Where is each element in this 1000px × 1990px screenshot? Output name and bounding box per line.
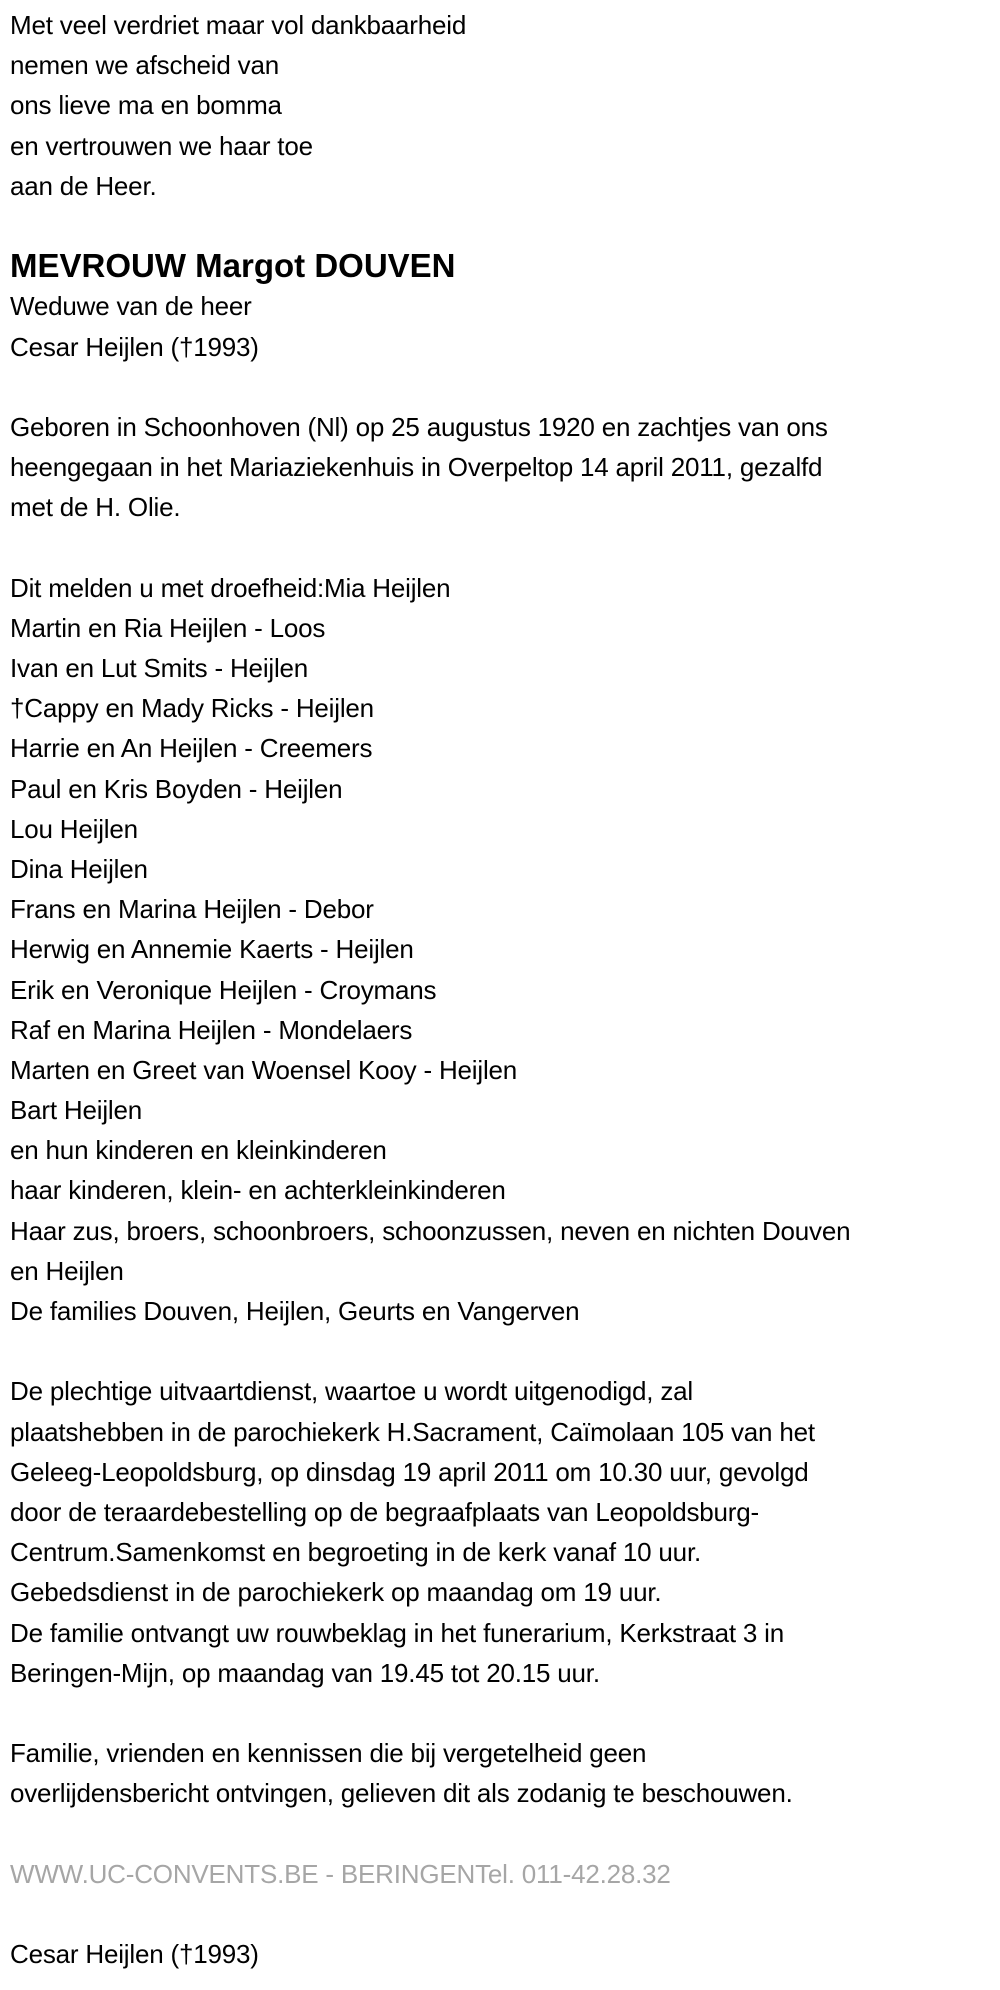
family-line: Erik en Veronique Heijlen - Croymans xyxy=(10,974,437,1005)
spacer xyxy=(10,367,995,407)
funeral-line: De plechtige uitvaartdienst, waartoe u wordt uitgenodigd, zal xyxy=(10,1376,693,1407)
family-line: Harrie en An Heijlen - Creemers xyxy=(10,733,373,764)
family-line: Raf en Marina Heijlen - Mondelaers xyxy=(10,1014,413,1045)
family-line: Martin en Ria Heijlen - Loos xyxy=(10,612,326,643)
funeral-paragraph xyxy=(10,1371,995,1693)
intro-line: en vertrouwen we haar toe xyxy=(10,130,313,161)
intro-line: Met veel verdriet maar vol dankbaarheid xyxy=(10,10,467,40)
family-line: †Cappy en Mady Ricks - Heijlen xyxy=(10,693,374,724)
spacer xyxy=(10,1693,995,1733)
family-line: Frans en Marina Heijlen - Debor xyxy=(10,894,374,925)
funeral-line: Geleeg-Leopoldsburg, op dinsdag 19 april 2011 om 10.30 uur, gevolgd xyxy=(10,1456,809,1487)
funeral-line: Centrum.Samenkomst en begroeting in de kerk vanaf 10 uur. xyxy=(10,1537,701,1568)
funeral-line: Gebedsdienst in de parochiekerk op maandag om 19 uur. xyxy=(10,1577,662,1608)
family-line: en Heijlen xyxy=(10,1255,124,1286)
closing-line: Cesar Heijlen (†1993) xyxy=(10,1939,259,1969)
obituary-document xyxy=(10,5,995,1974)
funeral-line: door de teraardebestelling op de begraafplaats van Leopoldsburg- xyxy=(10,1496,759,1527)
family-line: en hun kinderen en kleinkinderen xyxy=(10,1135,387,1166)
intro-line: aan de Heer. xyxy=(10,170,157,201)
funeral-line: Beringen-Mijn, op maandag van 19.45 tot 20.15 uur. xyxy=(10,1657,600,1688)
birth-line: met de H. Olie. xyxy=(10,492,181,523)
intro-line: nemen we afscheid van xyxy=(10,50,279,81)
family-line: Dina Heijlen xyxy=(10,853,148,884)
notice-line: Familie, vrienden en kennissen die bij vergetelheid geen xyxy=(10,1738,647,1769)
spacer xyxy=(10,1813,995,1853)
spacer xyxy=(10,1331,995,1371)
funeral-line: De familie ontvangt uw rouwbeklag in het funerarium, Kerkstraat 3 in xyxy=(10,1617,785,1648)
spouse-line: Weduwe van de heer xyxy=(10,291,252,322)
birth-line: heengegaan in het Mariaziekenhuis in Overpeltop 14 april 2011, gezalfd xyxy=(10,452,823,483)
family-line: Ivan en Lut Smits - Heijlen xyxy=(10,653,309,683)
deceased-name: MEVROUW Margot DOUVEN xyxy=(10,247,456,285)
funeral-home-footer: WWW.UC-CONVENTS.BE - BERINGENTel. 011-42.28.32 xyxy=(10,1858,671,1889)
spouse-line: Cesar Heijlen (†1993) xyxy=(10,331,259,362)
spacer xyxy=(10,206,995,246)
family-line: haar kinderen, klein- en achterkleinkinderen xyxy=(10,1175,506,1206)
notice-line: overlijdensbericht ontvingen, gelieven dit als zodanig te beschouwen. xyxy=(10,1778,793,1809)
spacer xyxy=(10,1894,995,1934)
family-line: Marten en Greet van Woensel Kooy - Heijlen xyxy=(10,1054,518,1085)
intro-line: ons lieve ma en bomma xyxy=(10,90,282,121)
family-list xyxy=(10,568,995,1332)
notice-paragraph xyxy=(10,1733,995,1813)
family-line: Paul en Kris Boyden - Heijlen xyxy=(10,773,343,804)
funeral-line: plaatshebben in de parochiekerk H.Sacrament, Caïmolaan 105 van het xyxy=(10,1416,815,1447)
family-line: Haar zus, broers, schoonbroers, schoonzussen, neven en nichten Douven xyxy=(10,1215,851,1246)
birth-paragraph xyxy=(10,407,995,528)
family-line: Bart Heijlen xyxy=(10,1095,142,1126)
family-line: Herwig en Annemie Kaerts - Heijlen xyxy=(10,934,414,965)
birth-line: Geboren in Schoonhoven (Nl) op 25 augustus 1920 en zachtjes van ons xyxy=(10,411,828,442)
family-line: De families Douven, Heijlen, Geurts en Vangerven xyxy=(10,1296,580,1326)
family-line: Lou Heijlen xyxy=(10,813,138,844)
spacer xyxy=(10,527,995,567)
family-line: Dit melden u met droefheid:Mia Heijlen xyxy=(10,572,451,603)
intro-poem xyxy=(10,5,995,206)
